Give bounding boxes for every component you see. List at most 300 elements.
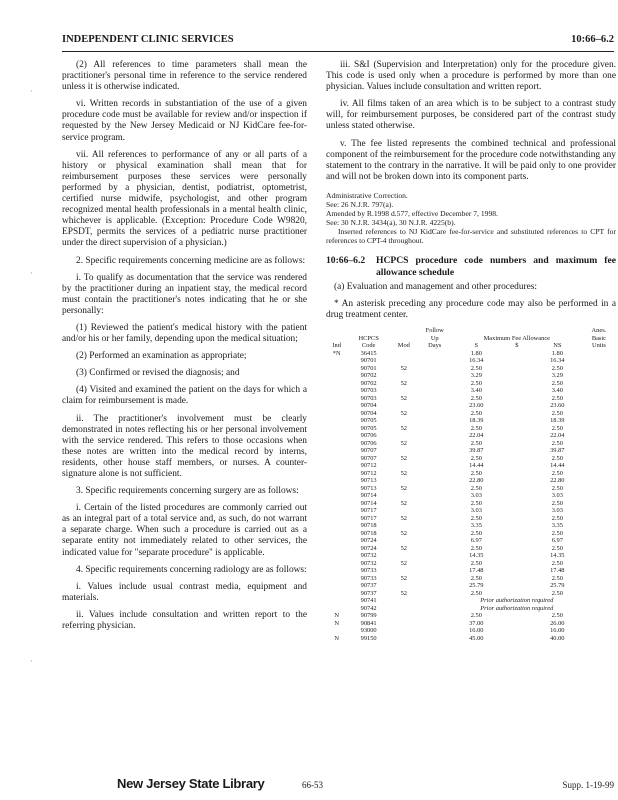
cell-s: 2.50 — [470, 364, 482, 372]
cell-s: 25.79 — [469, 582, 484, 590]
cell-ind — [326, 477, 347, 485]
table-row — [326, 582, 616, 590]
cell-code: 90701 — [360, 364, 377, 372]
cell-ind — [326, 590, 347, 598]
cell-code: 90712 — [360, 469, 377, 477]
cell-code: 90737 — [360, 582, 377, 590]
paragraph: iii. S&I (Supervision and Interpretation) only for the procedure given. This code is used only when a procedure is performed by more than one physician. Values include consultation and written report. — [326, 60, 616, 93]
page-footer — [62, 776, 614, 794]
cell-ind — [326, 597, 347, 605]
cell-s: 16.00 — [469, 627, 484, 635]
cell-code: 90701 — [360, 357, 377, 365]
cell-s: 16.34 — [469, 357, 484, 365]
cell-mod — [390, 372, 418, 380]
cell-days — [418, 507, 452, 515]
cell-code: 90799 — [360, 612, 377, 620]
table-row — [326, 515, 616, 523]
cell-dollar — [501, 545, 533, 553]
cell-code: 90702 — [360, 379, 377, 387]
cell-ns: 17.48 — [550, 567, 565, 575]
cell-code: 90713 — [360, 484, 377, 492]
cell-anes — [582, 365, 616, 373]
table-row — [326, 357, 616, 365]
cell-s: 3.03 — [470, 507, 482, 515]
history-notes — [326, 191, 616, 245]
cell-dollar — [501, 552, 533, 560]
cell-mod — [390, 537, 418, 545]
hcpcs-header: HCPCS — [358, 334, 379, 342]
table-row — [326, 627, 616, 635]
cell-anes — [582, 522, 616, 530]
cell-s: 23.60 — [469, 402, 484, 410]
cell-code: 90713 — [360, 477, 377, 485]
cell-mod: 52 — [400, 454, 407, 462]
cell-mod — [390, 350, 418, 358]
paragraph: (1) Reviewed the patient's medical history with the patient and/or his or her family, depending upon the medical situation; — [62, 322, 307, 345]
cell-anes — [582, 425, 616, 433]
cell-code: 90733 — [360, 567, 377, 575]
cell-mod: 52 — [400, 529, 407, 537]
cell-s: 22.80 — [469, 477, 484, 485]
cell-s: 14.35 — [469, 552, 484, 560]
cell-ind — [326, 365, 347, 373]
cell-code: 90704 — [360, 402, 377, 410]
cell-anes — [582, 455, 616, 463]
history-line: Administrative Correction. — [326, 190, 408, 200]
cell-s: 2.50 — [470, 469, 482, 477]
cell-ns: 2.50 — [551, 439, 563, 447]
cell-anes — [582, 620, 616, 628]
cell-days — [418, 395, 452, 403]
table-row — [326, 372, 616, 380]
paragraph: v. The fee listed represents the combined technical and professional component of the reimbursement for the procedure code notwithstanding any statement to the contrary in the narrative. It will be paid only to one provider and will not be broken down into its component parts. — [326, 138, 616, 182]
cell-ind: N — [334, 619, 339, 627]
cell-ns: 3.35 — [551, 522, 563, 530]
cell-ns: 18.39 — [550, 417, 565, 425]
cell-s: 2.50 — [470, 409, 482, 417]
cell-mod — [390, 597, 418, 605]
right-column — [326, 60, 616, 642]
cell-days — [418, 500, 452, 508]
follow-header: Follow Up — [425, 327, 444, 342]
table-row — [326, 380, 616, 388]
paragraph: ii. Values include consultation and written report to the referring physician. — [62, 609, 307, 632]
cell-dollar — [501, 500, 533, 508]
history-line: Amended by R.1998 d.577, effective December 7, 1998. — [326, 208, 498, 218]
cell-mod — [390, 477, 418, 485]
cell-anes — [582, 635, 616, 643]
paragraph: vii. All references to performance of any or all parts of a history or physical examination shall mean that for reimbursement purposes these services were personally performed by a physician, dentist, podiatrist, optometrist, certified nurse midwife, psychologist, and other program recognized mental health professionals in a mental health clinic, whichever is applicable. (Exception: Procedure Code W9820, EPSDT, permits the services of a pediatric nurse practitioner under the direct supervision of a physician.) — [62, 149, 307, 249]
cell-note: Prior authorization required — [480, 604, 554, 612]
cell-mod — [390, 402, 418, 410]
cell-ind — [326, 455, 347, 463]
cell-mod: 52 — [400, 439, 407, 447]
margin-mark: · — [30, 656, 33, 666]
cell-ind — [326, 545, 347, 553]
table-row — [326, 560, 616, 568]
table-row — [326, 365, 616, 373]
paragraph: i. To qualify as documentation that the service was rendered by the practitioner during an inpatient stay, the medical record must contain the practitioner's notes indicating that he or she personally: — [62, 272, 307, 316]
cell-mod: 52 — [400, 499, 407, 507]
paragraph: (2) Performed an examination as appropriate; — [76, 351, 247, 362]
cell-code: 90732 — [360, 552, 377, 560]
table-row — [326, 402, 616, 410]
header-rule — [62, 51, 614, 52]
cell-mod: 52 — [400, 574, 407, 582]
cell-ind — [326, 447, 347, 455]
supplement-date: Supp. 1-19-99 — [562, 780, 614, 790]
paragraph: ii. The practitioner's involvement must be clearly demonstrated in notes reflecting his or her personal involvement with the service rendered. This refers to those occasions when these notes are written into the medical record by interns, residents, other house staff members, or nurses. A counter-signature alone is not sufficient. — [62, 413, 307, 479]
cell-days — [418, 620, 452, 628]
table-row — [326, 470, 616, 478]
table-row — [326, 485, 616, 493]
cell-days — [418, 365, 452, 373]
cell-anes — [582, 372, 616, 380]
cell-dollar — [501, 470, 533, 478]
table-row — [326, 395, 616, 403]
cell-ind — [326, 485, 347, 493]
cell-s: 14.44 — [469, 462, 484, 470]
cell-mod — [390, 620, 418, 628]
cell-ind — [326, 567, 347, 575]
cell-days — [418, 425, 452, 433]
cell-days — [418, 612, 452, 620]
cell-mod: 52 — [400, 394, 407, 402]
cell-days — [418, 440, 452, 448]
cell-code: 90718 — [360, 529, 377, 537]
paragraph: i. Values include usual contrast media, equipment and materials. — [62, 581, 307, 603]
cell-days — [418, 492, 452, 500]
cell-ind: N — [334, 612, 339, 620]
table-row — [326, 522, 616, 530]
cell-anes — [582, 395, 616, 403]
cell-s: 2.50 — [470, 439, 482, 447]
cell-dollar — [501, 417, 533, 425]
cell-dollar — [501, 612, 533, 620]
left-column — [62, 60, 307, 638]
cell-ind — [326, 440, 347, 448]
cell-ind — [326, 507, 347, 515]
cell-anes — [582, 380, 616, 388]
cell-anes — [582, 410, 616, 418]
cell-mod — [390, 462, 418, 470]
dollar-header: $ — [515, 342, 519, 350]
cell-ind: N — [334, 634, 339, 642]
cell-dollar — [501, 372, 533, 380]
cell-mod: 52 — [400, 484, 407, 492]
table-row — [326, 387, 616, 395]
cell-mod — [390, 635, 418, 643]
table-row — [326, 440, 616, 448]
cell-mod: 52 — [400, 409, 407, 417]
cell-code: 90732 — [360, 559, 377, 567]
table-row — [326, 605, 616, 613]
cell-days — [418, 515, 452, 523]
table-row — [326, 537, 616, 545]
table-row — [326, 597, 616, 605]
cell-ns: 23.60 — [550, 402, 565, 410]
cell-s: 2.50 — [470, 574, 482, 582]
cell-days — [418, 552, 452, 560]
cell-anes — [582, 402, 616, 410]
cell-ns: 2.50 — [551, 394, 563, 402]
cell-dollar — [501, 515, 533, 523]
cell-ind — [326, 387, 347, 395]
cell-dollar — [501, 432, 533, 440]
cell-mod — [390, 582, 418, 590]
section-title: HCPCS procedure code numbers and maximum fee allowance schedule — [376, 254, 616, 278]
page-number: 66-53 — [302, 780, 323, 790]
cell-ns: 2.50 — [551, 559, 563, 567]
cell-ind — [326, 357, 347, 365]
table-row — [326, 477, 616, 485]
cell-s: 39.87 — [469, 447, 484, 455]
cell-s: 2.50 — [470, 454, 482, 462]
cell-code: 90702 — [360, 372, 377, 380]
cell-s: 2.50 — [470, 544, 482, 552]
table-row — [326, 635, 616, 643]
cell-anes — [582, 440, 616, 448]
cell-anes — [582, 590, 616, 598]
cell-dollar — [501, 627, 533, 635]
cell-days — [418, 417, 452, 425]
cell-mod — [390, 552, 418, 560]
paragraph: 4. Specific requirements concerning radiology are as follows: — [76, 564, 307, 575]
cell-mod: 52 — [400, 544, 407, 552]
cell-ind — [326, 530, 347, 538]
paragraph: iv. All films taken of an area which is to be subject to a contrast study will, for reimbursement purposes, be considered part of the contrast study unless stated otherwise. — [326, 99, 616, 132]
header-section: 10:66–6.2 — [571, 34, 614, 45]
cell-s: 2.50 — [470, 484, 482, 492]
paragraph: (3) Confirmed or revised the diagnosis; and — [76, 368, 240, 379]
cell-dollar — [501, 507, 533, 515]
fee-table — [326, 327, 616, 642]
cell-ind — [326, 425, 347, 433]
cell-anes — [582, 545, 616, 553]
subsection: (a) Evaluation and management and other procedures: — [334, 282, 538, 293]
cell-s: 37.00 — [469, 619, 484, 627]
cell-s: 17.48 — [469, 567, 484, 575]
cell-anes — [582, 357, 616, 365]
cell-days — [418, 597, 452, 605]
table-row — [326, 612, 616, 620]
cell-days — [418, 357, 452, 365]
cell-ns: 2.50 — [551, 424, 563, 432]
cell-ind — [326, 432, 347, 440]
paragraph: i. Certain of the listed procedures are commonly carried out as an integral part of a total service and, as such, do not warrant a separate charge. When such a procedure is carried out as a separate entity not immediately related to other services, the indicated value for "separate procedure" is applicable. — [62, 503, 307, 558]
cell-ns: 2.50 — [551, 484, 563, 492]
cell-days — [418, 567, 452, 575]
cell-code: 90706 — [360, 439, 377, 447]
cell-code: 90718 — [360, 522, 377, 530]
cell-ind — [326, 470, 347, 478]
cell-dollar — [501, 365, 533, 373]
paragraph: (4) Visited and examined the patient on the days for which a claim for reimbursement is made. — [62, 385, 307, 407]
table-row — [326, 425, 616, 433]
cell-ns: 1.80 — [551, 349, 563, 357]
cell-code: 90712 — [360, 462, 377, 470]
cell-ind — [326, 605, 347, 613]
cell-dollar — [501, 575, 533, 583]
cell-dollar — [501, 410, 533, 418]
cell-dollar — [501, 395, 533, 403]
cell-s: 3.03 — [470, 492, 482, 500]
cell-code: 90705 — [360, 417, 377, 425]
cell-dollar — [501, 350, 533, 358]
cell-ns: 2.50 — [551, 409, 563, 417]
units-header: Units — [591, 342, 606, 350]
cell-days — [418, 485, 452, 493]
cell-s: 22.04 — [469, 432, 484, 440]
cell-ind — [326, 500, 347, 508]
cell-code: 90717 — [360, 507, 377, 515]
cell-ns: 3.40 — [551, 387, 563, 395]
cell-days — [418, 372, 452, 380]
cell-ind: *N — [332, 349, 341, 357]
cell-anes — [582, 605, 616, 613]
table-row — [326, 410, 616, 418]
cell-anes — [582, 432, 616, 440]
cell-ns: 16.00 — [550, 627, 565, 635]
cell-days — [418, 537, 452, 545]
cell-ns: 14.44 — [550, 462, 565, 470]
cell-s: 2.50 — [470, 514, 482, 522]
cell-ns: 2.50 — [551, 589, 563, 597]
margin-mark: · — [30, 268, 33, 278]
cell-ind — [326, 560, 347, 568]
table-row — [326, 567, 616, 575]
cell-days — [418, 575, 452, 583]
library-stamp: New Jersey State Library — [117, 776, 265, 791]
cell-ind — [326, 380, 347, 388]
history-line: Inserted references to NJ KidCare fee-for-service and substituted references to CPT for references to CPT-4 throughout. — [326, 226, 616, 245]
cell-mod — [390, 612, 418, 620]
section-number: 10:66–6.2 — [326, 254, 366, 266]
cell-anes — [582, 530, 616, 538]
table-row — [326, 432, 616, 440]
cell-days — [418, 582, 452, 590]
cell-days — [418, 470, 452, 478]
cell-anes — [582, 575, 616, 583]
cell-anes — [582, 350, 616, 358]
cell-dollar — [501, 447, 533, 455]
cell-anes — [582, 462, 616, 470]
cell-note: Prior authorization required — [480, 597, 554, 605]
cell-anes — [582, 417, 616, 425]
cell-s: 2.50 — [470, 589, 482, 597]
cell-mod — [390, 605, 418, 613]
anes-header: Anes. Basic — [591, 327, 607, 342]
cell-s: 18.39 — [469, 417, 484, 425]
cell-s: 2.50 — [470, 612, 482, 620]
cell-dollar — [501, 462, 533, 470]
cell-dollar — [501, 567, 533, 575]
cell-dollar — [501, 530, 533, 538]
cell-dollar — [501, 380, 533, 388]
cell-anes — [582, 567, 616, 575]
mod-header: Mod — [397, 342, 410, 350]
cell-s: 2.50 — [470, 499, 482, 507]
cell-ns: 2.50 — [551, 379, 563, 387]
table-row — [326, 575, 616, 583]
cell-dollar — [501, 477, 533, 485]
cell-ns: 22.80 — [550, 477, 565, 485]
cell-anes — [582, 597, 616, 605]
cell-code: 90714 — [360, 499, 377, 507]
cell-s: 2.50 — [470, 379, 482, 387]
table-row — [326, 620, 616, 628]
cell-days — [418, 627, 452, 635]
cell-anes — [582, 477, 616, 485]
cell-s: 3.35 — [470, 522, 482, 530]
ind-header: Ind — [332, 342, 341, 350]
cell-mod: 52 — [400, 559, 407, 567]
cell-anes — [582, 582, 616, 590]
cell-anes — [582, 492, 616, 500]
cell-dollar — [501, 485, 533, 493]
cell-ns: 2.50 — [551, 574, 563, 582]
paragraph: vi. Written records in substantiation of the use of a given procedure code must be available for review and/or inspection if requested by the New Jersey Medicaid or NJ KidCare fee-for-service program. — [62, 99, 307, 143]
cell-dollar — [501, 620, 533, 628]
cell-code: 90737 — [360, 589, 377, 597]
cell-days — [418, 560, 452, 568]
cell-code: 99150 — [360, 634, 377, 642]
fee-table-body — [326, 350, 616, 643]
cell-mod: 52 — [400, 514, 407, 522]
cell-anes — [582, 552, 616, 560]
max-fee-header: Maximum Fee Allowance — [483, 334, 550, 342]
cell-anes — [582, 560, 616, 568]
cell-s: 2.50 — [470, 529, 482, 537]
cell-mod: 52 — [400, 424, 407, 432]
cell-dollar — [501, 522, 533, 530]
cell-code: 90707 — [360, 454, 377, 462]
cell-ns: 25.79 — [550, 582, 565, 590]
cell-dollar — [501, 582, 533, 590]
cell-code: 90742 — [360, 604, 377, 612]
cell-code: 90741 — [360, 597, 377, 605]
table-row — [326, 552, 616, 560]
cell-mod: 52 — [400, 379, 407, 387]
table-row — [326, 492, 616, 500]
cell-anes — [582, 447, 616, 455]
cell-days — [418, 530, 452, 538]
cell-dollar — [501, 357, 533, 365]
cell-s: 3.40 — [470, 387, 482, 395]
cell-ns: 2.50 — [551, 544, 563, 552]
cell-anes — [582, 537, 616, 545]
cell-anes — [582, 387, 616, 395]
history-line: See: 30 N.J.R. 3434(a), 30 N.J.R. 4225(b). — [326, 217, 456, 227]
cell-ns: 40.00 — [550, 634, 565, 642]
cell-mod: 52 — [400, 364, 407, 372]
table-row — [326, 417, 616, 425]
cell-s: 2.50 — [470, 559, 482, 567]
code-header: Code — [361, 342, 376, 350]
cell-days — [418, 432, 452, 440]
table-row — [326, 545, 616, 553]
cell-mod — [390, 507, 418, 515]
table-row — [326, 500, 616, 508]
paragraph: 2. Specific requirements concerning medicine are as follows: — [76, 255, 306, 266]
cell-ns: 3.03 — [551, 492, 563, 500]
cell-mod: 52 — [400, 589, 407, 597]
cell-anes — [582, 507, 616, 515]
cell-ind — [326, 575, 347, 583]
cell-ns: 2.50 — [551, 469, 563, 477]
cell-days — [418, 350, 452, 358]
cell-anes — [582, 627, 616, 635]
